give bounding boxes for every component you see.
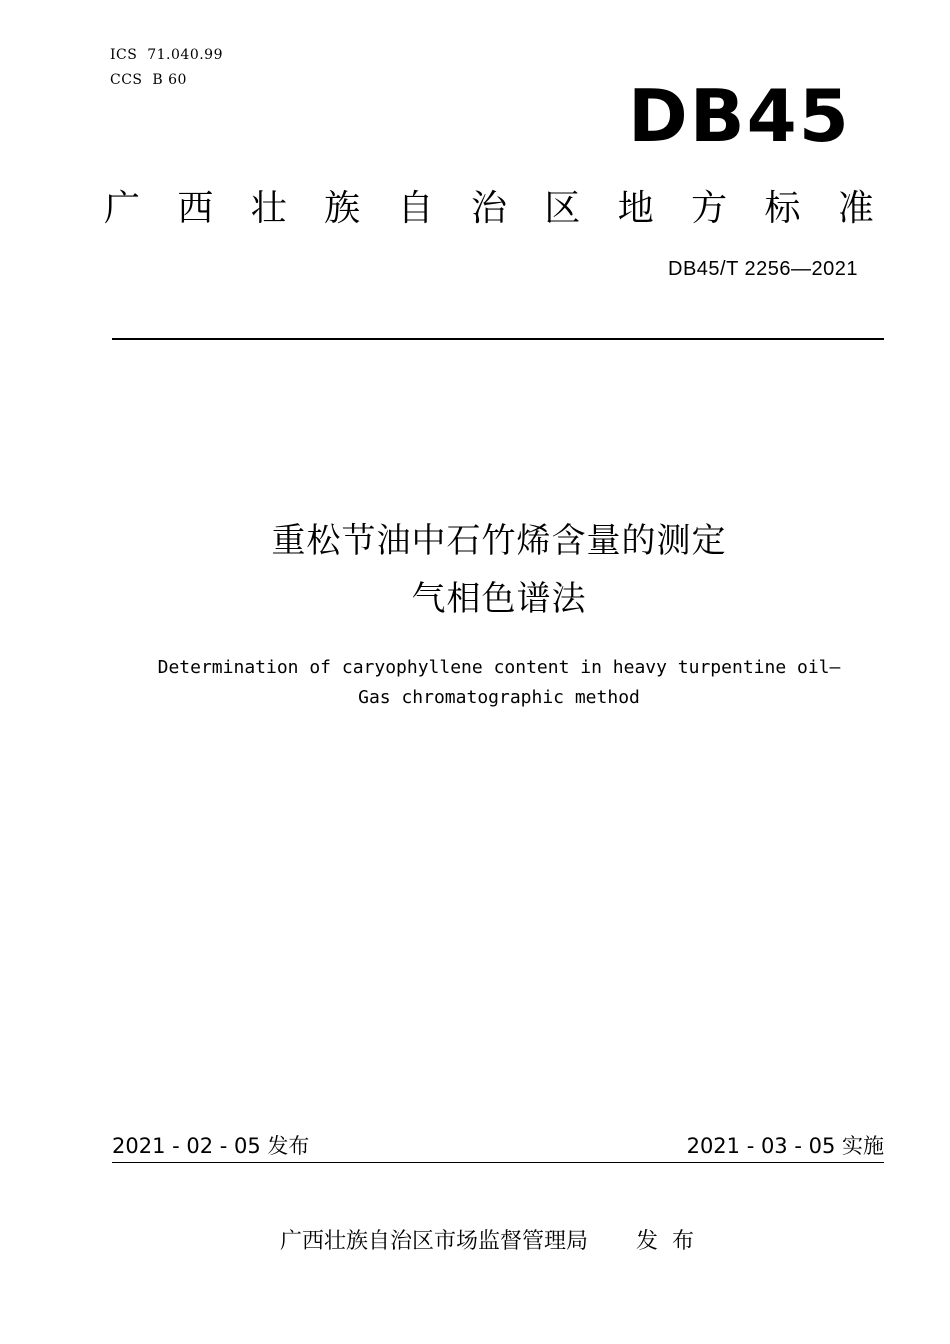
db45-logo: DB45 bbox=[628, 74, 851, 158]
standard-type-char: 区 bbox=[544, 188, 581, 229]
top-divider bbox=[112, 338, 884, 340]
issue-action: 发布 bbox=[636, 1229, 709, 1254]
bottom-divider bbox=[112, 1162, 884, 1163]
standard-type-char: 壮 bbox=[250, 188, 287, 229]
standard-type-char: 标 bbox=[764, 188, 801, 229]
standard-type-char: 地 bbox=[617, 188, 654, 229]
standard-type-char: 治 bbox=[470, 188, 507, 229]
standard-type-char: 自 bbox=[397, 188, 434, 229]
title-english-line2: Gas chromatographic method bbox=[358, 687, 640, 708]
standard-type-char: 准 bbox=[837, 188, 874, 229]
standard-type-char: 广 bbox=[104, 188, 141, 229]
title-english-line1: Determination of caryophyllene content in heavy turpentine oil— bbox=[157, 657, 841, 678]
standard-type-char: 西 bbox=[177, 188, 214, 229]
title-chinese-line2: 气相色谱法 bbox=[411, 579, 587, 619]
ccs-code: CCS B 60 bbox=[110, 72, 187, 88]
implementation-date: 2021 - 03 - 05 实施 bbox=[686, 1134, 884, 1158]
issue-date: 2021 - 02 - 05 发布 bbox=[112, 1134, 310, 1158]
standard-type-char: 方 bbox=[691, 188, 728, 229]
issuing-authority: 广西壮族自治区市场监督管理局 bbox=[280, 1229, 589, 1254]
title-chinese-line1: 重松节油中石竹烯含量的测定 bbox=[271, 521, 727, 561]
standard-type-heading bbox=[104, 184, 874, 234]
ics-code: ICS 71.040.99 bbox=[110, 47, 223, 63]
standard-number: DB45/T 2256—2021 bbox=[668, 258, 858, 280]
standard-type-char: 族 bbox=[324, 188, 361, 229]
